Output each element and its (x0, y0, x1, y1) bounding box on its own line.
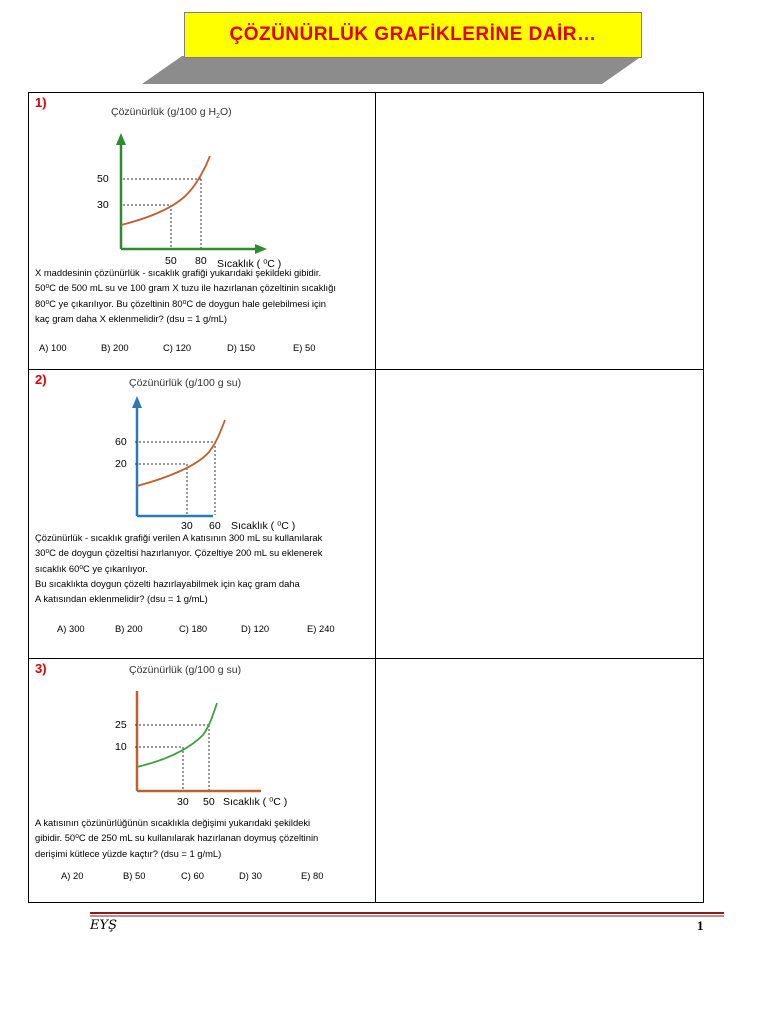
page-number: 1 (697, 918, 704, 933)
solubility-curve (121, 156, 210, 225)
solubility-curve (137, 420, 225, 486)
option-d: D) 30 (239, 870, 262, 881)
footer-signature: EYŞ (90, 918, 117, 933)
y-axis-arrow (116, 133, 126, 145)
text-line: 30⁰C de doygun çözeltisi hazırlanıyor. Çözeltiye 200 mL su eklenerek (35, 547, 323, 559)
question-row-2 (29, 370, 703, 659)
solubility-curve (137, 703, 217, 767)
option-c: C) 60 (181, 870, 204, 881)
option-a: A) 100 (39, 342, 67, 353)
question-text (35, 530, 369, 606)
x-axis-arrow (255, 244, 267, 254)
solubility-chart-2 (107, 374, 347, 534)
option-c: C) 180 (179, 623, 208, 634)
question-number: 1) (35, 95, 47, 110)
text-line: Bu sıcaklıkta doygun çözelti hazırlayabilmek için kaç gram daha (35, 577, 300, 589)
option-e: E) 80 (301, 870, 324, 881)
question-grid (28, 92, 704, 903)
text-line: Çözünürlük - sıcaklık grafiği verilen A katısının 300 mL su kullanılarak (35, 532, 323, 543)
y-tick-label: 50 (97, 173, 109, 185)
y-tick-label: 30 (97, 199, 109, 211)
text-line: A katısından eklenmelidir? (dsu = 1 g/mL) (35, 593, 208, 605)
footer-rule (90, 912, 724, 918)
option-a: A) 300 (57, 623, 85, 634)
y-axis-arrow (132, 396, 142, 408)
option-d: D) 120 (241, 623, 270, 634)
text-line: 80⁰C ye çıkarılıyor. Bu çözeltinin 80⁰C de doygun hale gelebilmesi için (35, 297, 327, 309)
y-tick-label: 60 (115, 436, 127, 448)
page-title: ÇÖZÜNÜRLÜK GRAFİKLERİNE DAİR… (184, 12, 642, 58)
text-line: gibidir. 50⁰C de 250 mL su kullanılarak hazırlanan doymuş çözeltinin (35, 832, 319, 844)
text-line: X maddesinin çözünürlük - sıcaklık grafiği yukarıdaki şekildeki gibidir. (35, 267, 322, 278)
question-text (35, 265, 369, 326)
text-line: derişimi kütlece yüzde kaçtır? (dsu = 1 g/mL) (35, 847, 222, 859)
x-tick-label: 60 (209, 520, 221, 532)
text-line: 50⁰C de 500 mL su ve 100 gram X tuzu ile hazırlanan çözeltinin sıcaklığı (35, 282, 336, 294)
x-tick-label: 50 (203, 796, 215, 808)
question-row-3 (29, 659, 703, 902)
option-b: B) 200 (115, 623, 143, 634)
question-text (35, 815, 369, 861)
x-tick-label: 80 (195, 255, 207, 267)
option-b: B) 200 (101, 342, 129, 353)
x-tick-label: 50 (165, 255, 177, 267)
banner-shadow (142, 56, 642, 84)
question-number: 3) (35, 661, 47, 676)
y-tick-label: 20 (115, 458, 127, 470)
option-b: B) 50 (123, 870, 146, 881)
solubility-chart-1 (95, 101, 335, 270)
text-line: A katısının çözünürlüğünün sıcaklıkla değişimi yukarıdaki şekildeki (35, 817, 311, 828)
text-line: sıcaklık 60⁰C ye çıkarılıyor. (35, 562, 148, 574)
chart-xlabel: Sıcaklık ( ⁰C ) (223, 796, 288, 808)
option-a: A) 20 (61, 870, 84, 881)
x-tick-label: 30 (181, 520, 193, 532)
question-row-1 (29, 93, 703, 370)
question-number: 2) (35, 372, 47, 387)
x-tick-label: 30 (177, 796, 189, 808)
solubility-chart-3 (107, 661, 347, 811)
option-e: E) 240 (307, 623, 335, 634)
chart-xlabel: Sıcaklık ( ⁰C ) (231, 520, 296, 532)
y-tick-label: 25 (115, 719, 127, 731)
chart-ylabel: Çözünürlük (g/100 g su) (129, 377, 242, 389)
text-line: kaç gram daha X eklenmelidir? (dsu = 1 g/mL) (35, 312, 228, 324)
y-tick-label: 10 (115, 741, 127, 753)
option-c: C) 120 (163, 342, 192, 353)
chart-ylabel: Çözünürlük (g/100 g $H_2O$) (111, 106, 232, 120)
chart-ylabel: Çözünürlük (g/100 g su) (129, 664, 242, 676)
chart-xlabel: Sıcaklık ( ⁰C ) (217, 258, 282, 270)
option-e: E) 50 (293, 342, 316, 353)
option-d: D) 150 (227, 342, 256, 353)
